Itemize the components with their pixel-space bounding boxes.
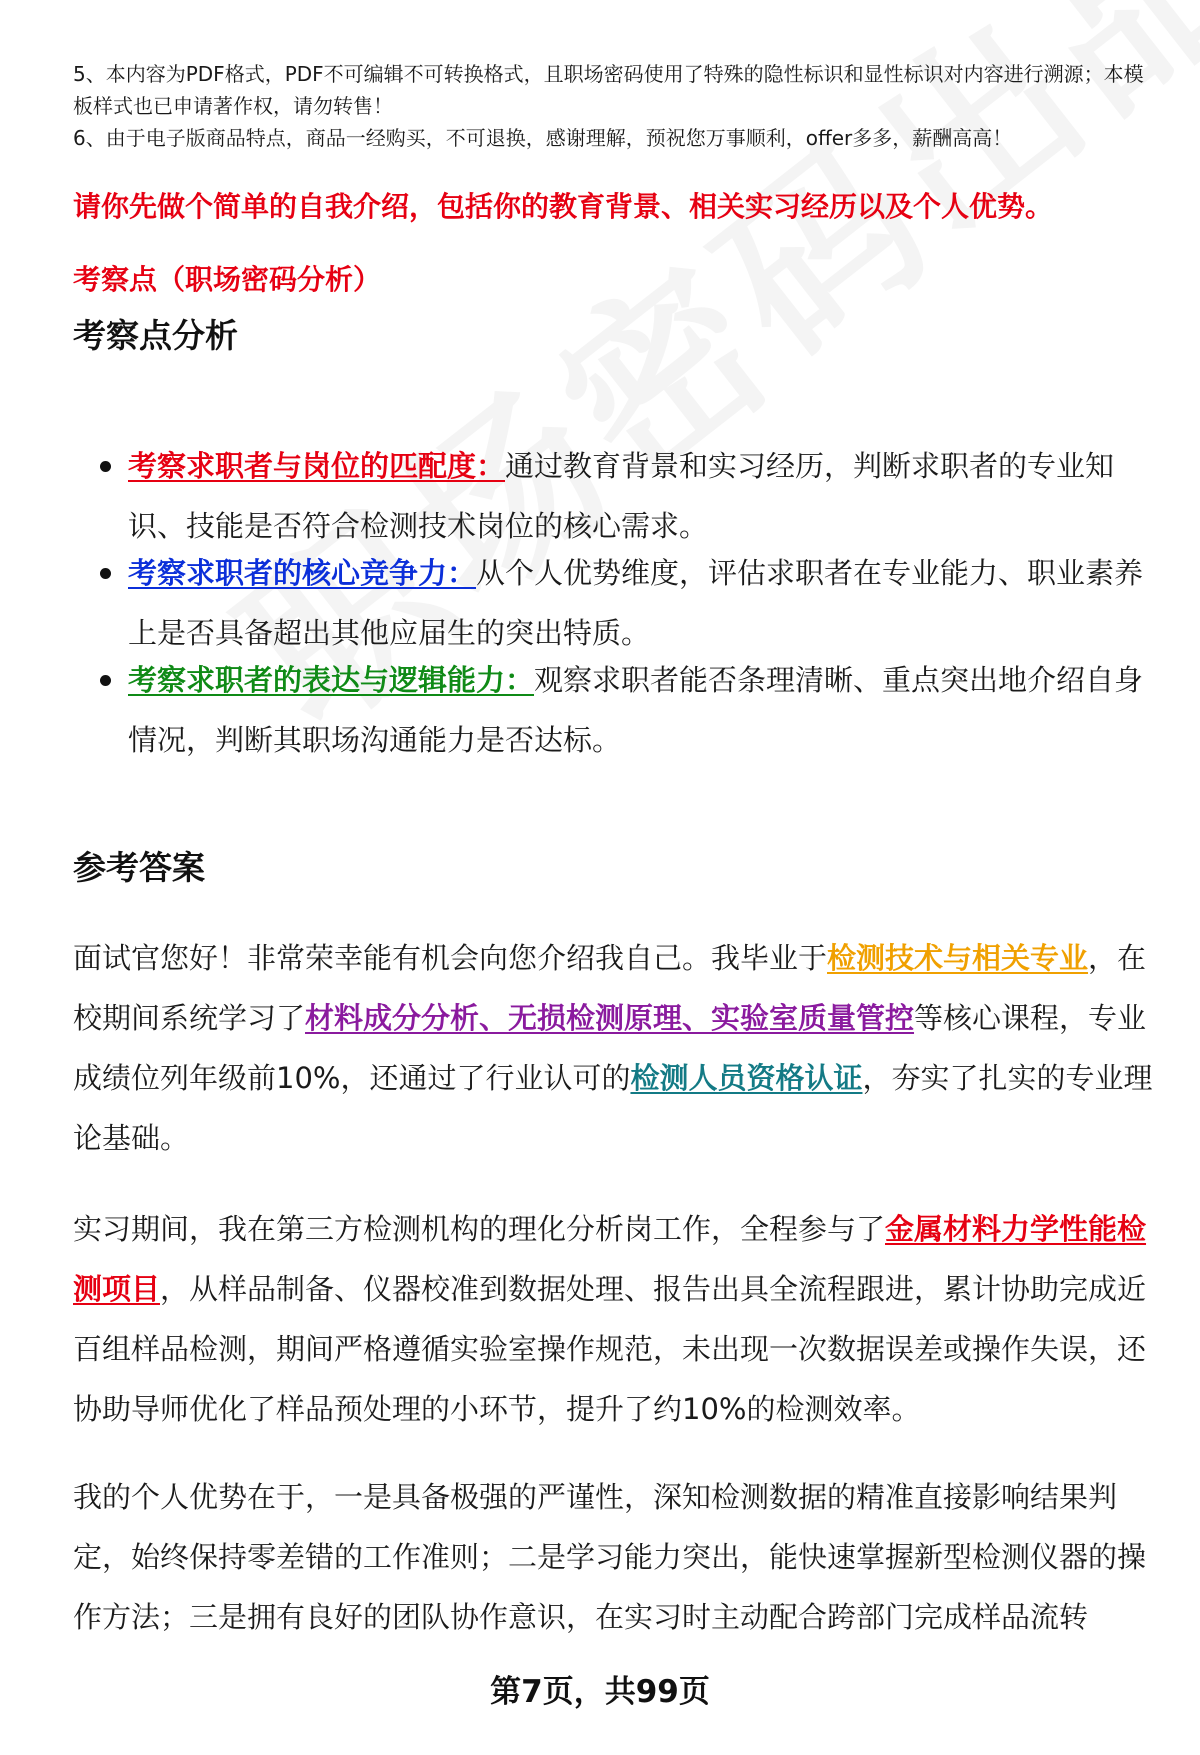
paragraph-text: ，在校期间系统学习了 [73,941,1147,1035]
paragraph-text: 面试官您好！非常荣幸能有机会向您介绍我自己。我毕业于 [73,941,828,975]
interview-question: 请你先做个简单的自我介绍，包括你的教育背景、相关实习经历以及个人优势。 [73,190,1054,223]
page-number: 第7页，共99页 [490,1674,710,1710]
list-item [128,543,1148,663]
answer-paragraph-internship [73,1199,1163,1439]
paragraph-text: ，从样品制备、仪器校准到数据处理、报告出具全流程跟进，累计协助完成近百组样品检测，期间严格遵循实验室操作规范，未出现一次数据误差或操作失误，还协助导师优化了样品预处理的小环节，提升了约10%的检测效率。 [73,1272,1147,1426]
list-item [128,650,1148,770]
bullet-text: 观察求职者能否条理清晰、重点突出地介绍自身情况，判断其职场沟通能力是否达标。 [128,663,1144,757]
section-heading-answer: 参考答案 [73,848,205,887]
highlight-major: 检测技术与相关专业 [827,941,1089,975]
bullet-dot-icon [100,461,111,472]
notes-block [73,58,1163,154]
bullet-label-competitiveness: 考察求职者的核心竞争力： [128,556,477,590]
bullet-text: 通过教育背景和实习经历，判断求职者的专业知识、技能是否符合检测技术岗位的核心需求。 [128,449,1115,543]
bullet-dot-icon [100,568,111,579]
list-item [128,436,1148,556]
bullet-dot-icon [100,675,111,686]
note-item: 5、本内容为PDF格式，PDF不可编辑不可转换格式，且职场密码使用了特殊的隐性标识和显性标识对内容进行溯源；本模板样式也已申请著作权，请勿转售！ [73,62,1144,118]
section-heading-analysis: 考察点分析 [73,316,238,355]
bullet-text: 从个人优势维度，评估求职者在专业能力、职业素养上是否具备超出其他应届生的突出特质。 [128,556,1144,650]
highlight-courses: 材料成分分析、无损检测原理、实验室质量管控 [305,1001,915,1035]
note-item: 6、由于电子版商品特点，商品一经购买，不可退换，感谢理解，预祝您万事顺利，offer多多，薪酬高高！ [73,126,1013,150]
paragraph-text: ，夯实了扎实的专业理论基础。 [73,1061,1153,1155]
highlight-certification: 检测人员资格认证 [630,1061,863,1095]
highlight-project: 金属材料力学性能检测项目 [73,1212,1147,1306]
answer-paragraph-strengths: 我的个人优势在于，一是具备极强的严谨性，深知检测数据的精准直接影响结果判定，始终保持零差错的工作准则；二是学习能力突出，能快速掌握新型检测仪器的操作方法；三是拥有良好的团队协作意识，在实习时主动配合跨部门完成样品流转 [73,1480,1147,1634]
bullet-label-expression: 考察求职者的表达与逻辑能力： [128,663,535,697]
analysis-list [128,436,1148,770]
analysis-link[interactable]: 考察点（职场密码分析） [73,263,382,296]
paragraph-text: 实习期间，我在第三方检测机构的理化分析岗工作，全程参与了 [73,1212,886,1246]
answer-paragraph-education [73,928,1163,1168]
bullet-label-match: 考察求职者与岗位的匹配度： [128,449,506,483]
paragraph-text: 等核心课程，专业成绩位列年级前10%，还通过了行业认可的 [73,1001,1147,1095]
